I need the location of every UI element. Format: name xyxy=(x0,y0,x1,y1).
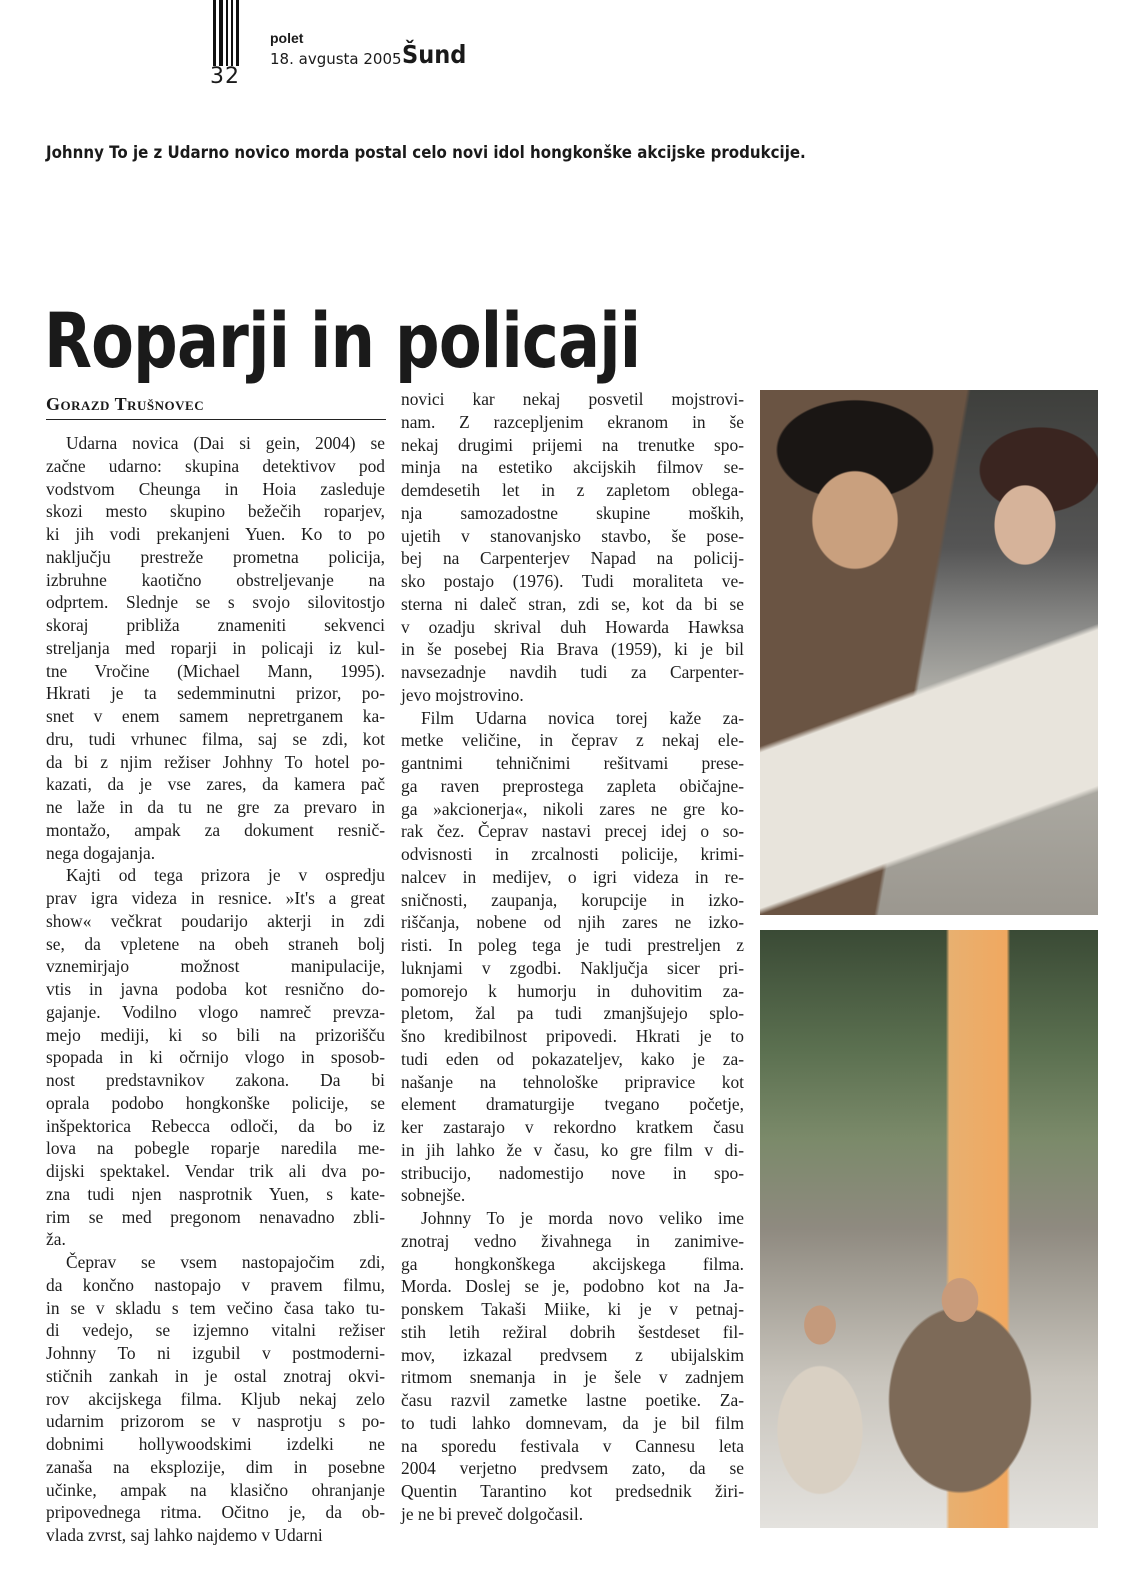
text-line: odvisnosti in zrcalnosti policije, krimi- xyxy=(401,844,744,864)
text-line: ker zastarajo v rekordno kratkem času xyxy=(401,1117,744,1137)
article-author: Gorazd Trušnovec xyxy=(46,394,386,420)
text-line: na sporedu festivala v Cannesu leta xyxy=(401,1435,744,1456)
text-line: sobnejše. xyxy=(401,1185,466,1206)
text-line: prav igra videza in resnice. »It's a great xyxy=(46,888,385,908)
text-line: Kajti od tega prizora je v ospredju xyxy=(66,865,385,886)
text-line: kazati, da je vse zares, da kamera pač xyxy=(46,774,385,795)
text-line: dobnimi hollywoodskimi izdelki ne xyxy=(46,1434,385,1454)
text-line: zanaša na eksplozije, dim in posebne xyxy=(46,1456,385,1477)
text-line: navsezadnje navdih tudi za Carpenter- xyxy=(401,662,744,682)
text-line: jevo mojstrovino. xyxy=(401,684,524,705)
text-line: nost predstavnikov zakona. Da bi xyxy=(46,1070,385,1090)
article-paragraph xyxy=(46,864,385,1251)
page-number: 32 xyxy=(210,64,240,89)
article-paragraph xyxy=(46,432,385,864)
text-line: rim se med pregonom nenavadno zbli- xyxy=(46,1206,385,1227)
text-line: nekaj drugimi prijemi na trenutke spo- xyxy=(401,434,744,455)
text-line: nam. Z razcepljenim ekranom in še xyxy=(401,411,744,432)
text-line: tudi eden od pokazateljev, kako je za- xyxy=(401,1048,744,1069)
text-line: in še posebej Ria Brava (1959), ki je bil xyxy=(401,639,744,660)
text-line: oprala podobo hongkonške policije, se xyxy=(46,1092,385,1113)
film-still-confrontation-photo xyxy=(760,390,1098,915)
text-line: Čeprav se vsem nastopajočim zdi, xyxy=(66,1252,385,1272)
text-line: in jih lahko že v času, ko gre film v di- xyxy=(401,1139,744,1160)
text-line: ki jih vodi prekanjeni Yuen. Ko to po xyxy=(46,524,385,544)
text-line: bej na Carpenterjev Napad na policij- xyxy=(401,548,744,569)
text-line: skozi mesto skupino bežečih roparjev, xyxy=(46,501,385,522)
text-line: šno kredibilnost pripovedi. Hkrati je to xyxy=(401,1026,744,1046)
text-line: tne Vročine (Michael Mann, 1995). xyxy=(46,660,385,681)
text-line: minja na estetiko akcijskih filmov se- xyxy=(401,457,744,478)
text-line: stribucijo, nadomestijo nove in spo- xyxy=(401,1162,744,1183)
text-line: ga »akcionerja«, nikoli zares ne gre ko- xyxy=(401,798,744,819)
text-line: da končno nastopajo v pravem filmu, xyxy=(46,1274,385,1295)
text-line: risti. In poleg tega je tudi prestreljen z xyxy=(401,935,744,955)
text-line: snet v enem samem nepretrganem ka- xyxy=(46,706,385,726)
text-line: ne laže in da tu ne gre za prevaro in xyxy=(46,797,385,817)
text-line: Johnny To ni izgubil v postmoderni- xyxy=(46,1343,385,1363)
text-line: naključju prestreže prometna policija, xyxy=(46,546,385,567)
text-line: dru, tudi vrhunec filma, saj se zdi, kot xyxy=(46,728,385,749)
text-line: pripovednega ritma. Očitno je, da ob- xyxy=(46,1502,385,1523)
text-line: je ne bi preveč dolgočasil. xyxy=(401,1503,584,1524)
text-line: mejo mediji, ki so bili na prizorišču xyxy=(46,1024,385,1045)
section-title: Šund xyxy=(402,40,467,69)
text-line: lova na pobegle roparje naredila me- xyxy=(46,1138,385,1159)
text-line: ga raven preprostega zapleta običajne- xyxy=(401,775,744,796)
text-line: sterna ni daleč stran, zdi se, kot da bi se xyxy=(401,593,744,614)
text-line: učinke, ampak na klasično ohranjanje xyxy=(46,1479,385,1500)
text-line: sko postajo (1976). Tudi moraliteta ve- xyxy=(401,571,744,591)
text-line: Johnny To je morda novo veliko ime xyxy=(421,1208,744,1228)
text-line: zna tudi njen nasprotnik Yuen, s kate- xyxy=(46,1183,385,1204)
article-title: Roparji in policaji xyxy=(44,296,641,385)
text-line: se, da vpletene na obeh straneh bolj xyxy=(46,933,385,954)
text-line: in se v skladu s tem večino časa tako tu- xyxy=(46,1297,385,1318)
text-line: ritmom snemanja in je šele v zadnjem xyxy=(401,1367,744,1388)
publication-name: polet xyxy=(270,30,304,46)
text-line: začne udarno: skupina detektivov pod xyxy=(46,455,385,476)
text-line: znotraj vedno živahnega in zanimive- xyxy=(401,1230,744,1251)
text-line: dijski spektakel. Vendar trik ali dva po- xyxy=(46,1161,385,1181)
text-line: riščanja, nobene od njih zares ne izko- xyxy=(401,912,744,933)
text-line: spopada in ki očrnijo vlogo in sposob- xyxy=(46,1047,385,1068)
article-paragraph xyxy=(401,388,744,707)
text-line: luknjami v zgodbi. Naključja sicer pri- xyxy=(401,957,744,978)
issue-date: 18. avgusta 2005 xyxy=(270,50,402,68)
text-line: Hkrati je ta sedemminutni prizor, po- xyxy=(46,683,385,704)
text-line: sničnosti, zaupanja, korupcije in izko- xyxy=(401,889,744,910)
text-line: Morda. Doslej se je, podobno kot na Ja- xyxy=(401,1276,744,1297)
text-line: ga hongkonškega akcijskega filma. xyxy=(401,1253,744,1274)
article-paragraph xyxy=(401,707,744,1208)
text-line: Udarna novica (Dai si gein, 2004) se xyxy=(66,433,385,453)
text-line: rov akcijskega filma. Kljub nekaj zelo xyxy=(46,1388,385,1409)
text-line: odprtem. Slednje se s svojo silovitostjo xyxy=(46,592,385,613)
text-line: inšpektorica Rebecca odloči, da bo iz xyxy=(46,1115,385,1136)
text-line: nega dogajanja. xyxy=(46,842,156,863)
article-paragraph xyxy=(46,1251,385,1547)
barcode-decoration xyxy=(213,0,239,66)
text-line: pomorejo k humorju in duhovitim za- xyxy=(401,980,744,1001)
text-line: element dramaturgije tvegano početje, xyxy=(401,1094,744,1115)
article-column-2 xyxy=(401,388,744,1526)
text-line: streljanja med roparji in policaji iz kul- xyxy=(46,637,385,658)
article-column-1 xyxy=(46,432,385,1547)
text-line: vodstvom Cheunga in Hoia zasleduje xyxy=(46,478,385,499)
text-line: našanje na tehnološke pripravice kot xyxy=(401,1071,744,1092)
text-line: 2004 verjetno predvsem zato, da se xyxy=(401,1458,744,1479)
text-line: pletom, žal pa tudi zmanjšujejo splo- xyxy=(401,1003,744,1024)
text-line: mov, izkazal predvsem z ubijalskim xyxy=(401,1344,744,1365)
text-line: času razvil zametke lastne poetike. Za- xyxy=(401,1390,744,1410)
text-line: vznemirjajo možnost manipulacije, xyxy=(46,956,385,977)
text-line: montažo, ampak za dokument resnič- xyxy=(46,819,385,840)
text-line: da bi z njim režiser Johhny To hotel po- xyxy=(46,751,385,772)
text-line: gantnimi tehničnimi rešitvami prese- xyxy=(401,753,744,773)
text-line: ža. xyxy=(46,1229,66,1250)
text-line: demdesetih let in z zapletom oblega- xyxy=(401,480,744,500)
text-line: izbruhne kaotično obstreljevanje na xyxy=(46,569,385,590)
film-still-chase-photo xyxy=(760,930,1098,1528)
text-line: nalcev in medijev, o igri videza in re- xyxy=(401,866,744,887)
text-line: skoraj približa znameniti sekvenci xyxy=(46,615,385,635)
text-line: ponskem Takaši Miike, ki je v petnaj- xyxy=(401,1299,744,1319)
text-line: show« večkrat poudarijo akterji in zdi xyxy=(46,910,385,931)
text-line: metke veličine, in čeprav z nekaj ele- xyxy=(401,730,744,751)
text-line: vlada zvrst, saj lahko najdemo v Udarni xyxy=(46,1525,323,1545)
text-line: ujetih v stanovanjsko stavbo, še pose- xyxy=(401,525,744,546)
text-line: stičnih zankah in je ostal znotraj okvi- xyxy=(46,1365,385,1386)
article-lead: Johnny To je z Udarno novico morda postal celo novi idol hongkonške akcijske produkcije. xyxy=(46,143,806,163)
article-paragraph xyxy=(401,1207,744,1526)
text-line: vtis in javna podoba kot resnično do- xyxy=(46,979,385,999)
text-line: gajanje. Vodilno vlogo namreč prevza- xyxy=(46,1001,385,1022)
text-line: v ozadju skrival duh Howarda Hawksa xyxy=(401,616,744,637)
text-line: di vedejo, se izjemno vitalni režiser xyxy=(46,1320,385,1341)
text-line: rak čez. Čeprav nastavi precej idej o so- xyxy=(401,821,744,842)
text-line: to tudi lahko domnevam, da je bil film xyxy=(401,1412,744,1433)
text-line: stih letih režiral dobrih šestdeset fil- xyxy=(401,1321,744,1342)
text-line: nja samozadostne skupine moških, xyxy=(401,502,744,523)
text-line: udarnim prizorom se v nasprotju s po- xyxy=(46,1411,385,1432)
text-line: Quentin Tarantino kot predsednik žiri- xyxy=(401,1481,744,1501)
text-line: novici kar nekaj posvetil mojstrovi- xyxy=(401,389,744,409)
text-line: Film Udarna novica torej kaže za- xyxy=(421,707,744,728)
